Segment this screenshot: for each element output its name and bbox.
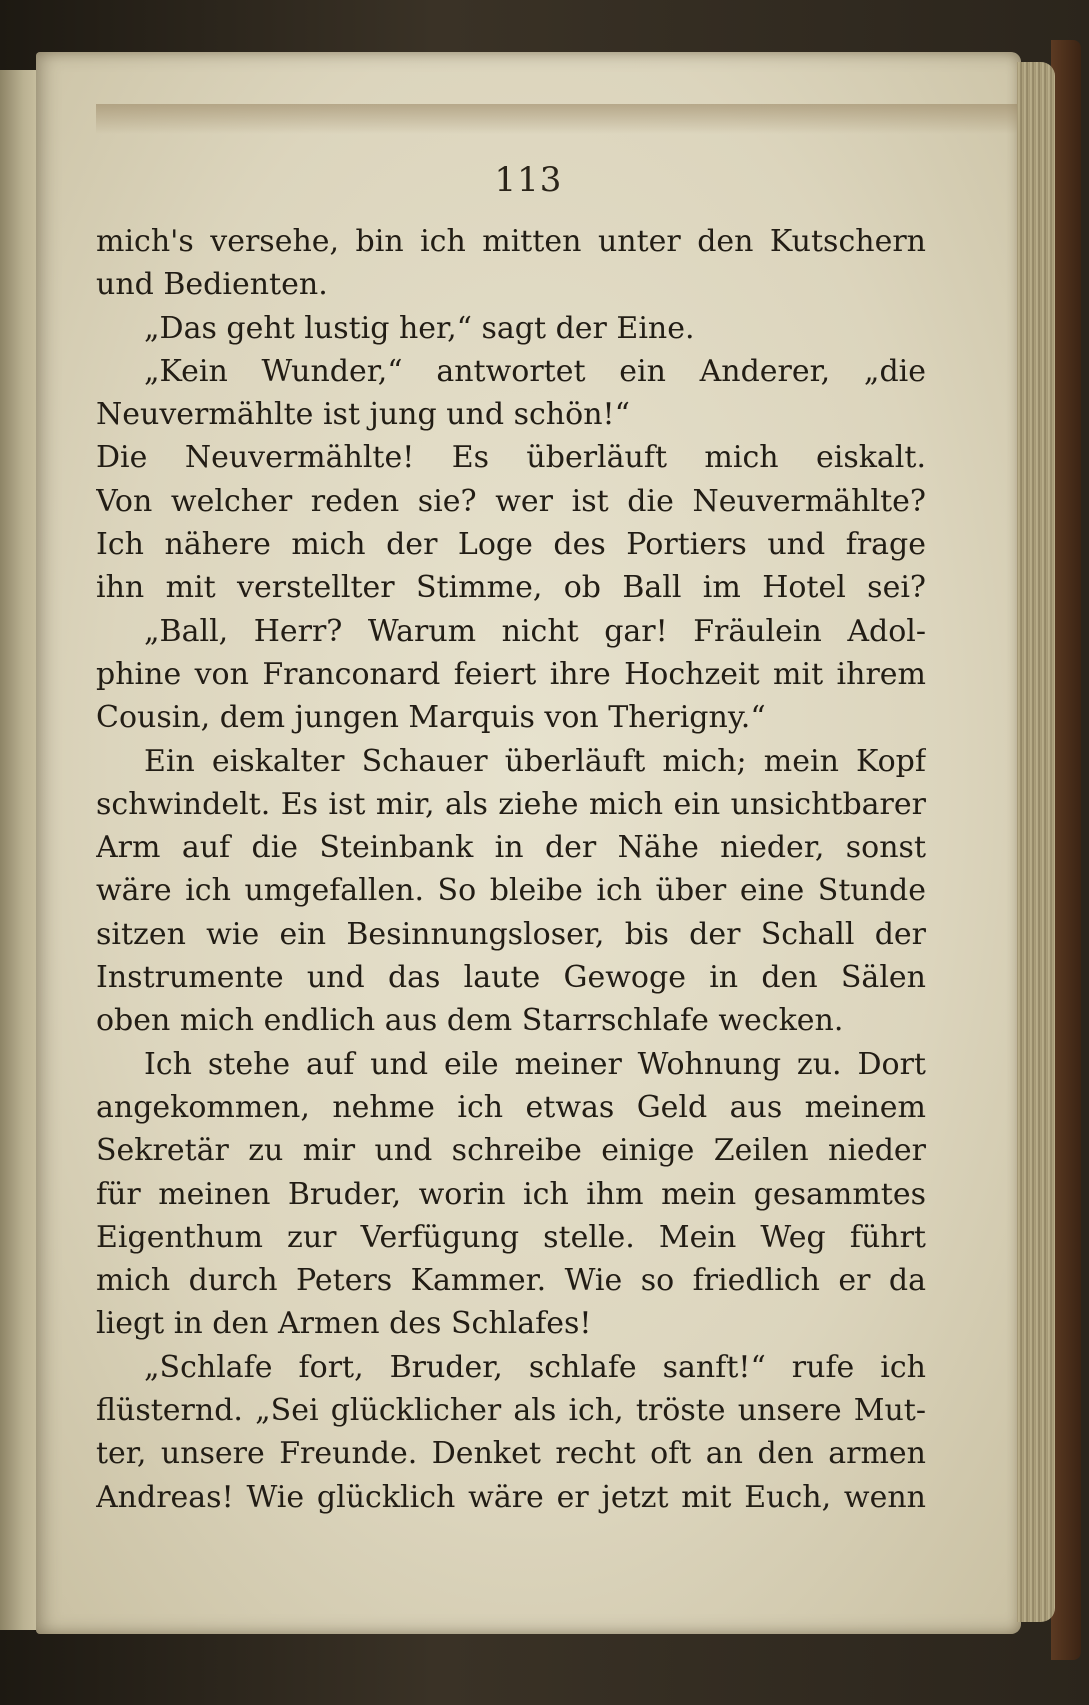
text-line: Die Neuvermählte! Es überläuft mich eiskalt.: [96, 440, 926, 476]
text-line: flüsternd. „Sei glücklicher als ich, tröste unsere Mut-: [96, 1393, 926, 1429]
text-line: Arm auf die Steinbank in der Nähe nieder, sonst: [96, 830, 926, 866]
text-line: Andreas! Wie glücklich wäre er jetzt mit Euch, wenn: [96, 1479, 926, 1515]
text-line: Cousin, dem jungen Marquis von Therigny.“: [96, 700, 766, 736]
text-line: sitzen wie ein Besinnungsloser, bis der Schall der: [96, 916, 926, 952]
page-body-text: [96, 220, 926, 1519]
text-line: ter, unsere Freunde. Denket recht oft an den armen: [96, 1436, 926, 1472]
text-line: „Schlafe fort, Bruder, schlafe sanft!“ rufe ich: [144, 1349, 926, 1385]
text-line: Instrumente und das laute Gewoge in den Sälen: [96, 960, 926, 996]
text-line: ihn mit verstellter Stimme, ob Ball im Hotel sei?: [96, 570, 926, 606]
text-line: Ein eiskalter Schauer überläuft mich; mein Kopf: [144, 743, 926, 779]
page-wear-stain: [96, 104, 1036, 134]
left-page-edge: [0, 70, 39, 1630]
text-line: angekommen, nehme ich etwas Geld aus meinem: [96, 1089, 926, 1125]
text-line: „Ball, Herr? Warum nicht gar! Fräulein Adol-: [144, 613, 926, 649]
text-line: liegt in den Armen des Schlafes!: [96, 1306, 592, 1342]
text-line: wäre ich umgefallen. So bleibe ich über eine Stunde: [96, 873, 926, 909]
book-cover-edge: [1051, 40, 1081, 1660]
text-line: Sekretär zu mir und schreibe einige Zeilen nieder: [96, 1133, 926, 1169]
text-line: mich's versehe, bin ich mitten unter den Kutschern: [96, 224, 926, 259]
page-stack-edge: [1017, 62, 1055, 1622]
text-line: für meinen Bruder, worin ich ihm mein gesammtes: [96, 1176, 926, 1212]
text-line: Eigenthum zur Verfügung stelle. Mein Weg führt: [96, 1219, 926, 1255]
text-line: Ich stehe auf und eile meiner Wohnung zu. Dort: [144, 1046, 926, 1082]
text-line: und Bedienten.: [96, 267, 328, 303]
text-line: phine von Franconard feiert ihre Hochzeit mit ihrem: [96, 656, 926, 692]
page-113: [36, 52, 1021, 1634]
text-line: Von welcher reden sie? wer ist die Neuvermählte?: [96, 483, 926, 519]
text-line: Neuvermählte ist jung und schön!“: [96, 397, 630, 433]
text-line: Ich nähere mich der Loge des Portiers und frage: [96, 527, 926, 563]
text-line: schwindelt. Es ist mir, als ziehe mich ein unsichtbarer: [96, 786, 926, 822]
text-line: mich durch Peters Kammer. Wie so friedlich er da: [96, 1263, 926, 1299]
text-line: „Kein Wunder,“ antwortet ein Anderer, „die: [144, 353, 926, 389]
text-line: oben mich endlich aus dem Starrschlafe wecken.: [96, 1003, 844, 1039]
page-number: 113: [494, 160, 563, 200]
text-line: „Das geht lustig her,“ sagt der Eine.: [144, 310, 695, 346]
